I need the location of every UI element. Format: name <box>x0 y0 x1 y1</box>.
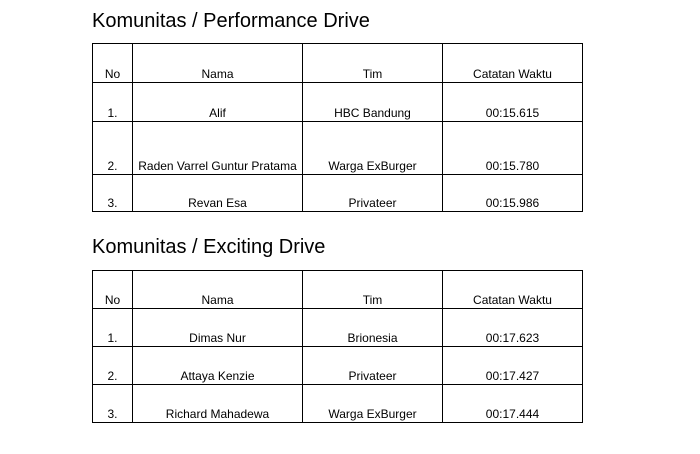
cell-tim: Warga ExBurger <box>303 385 443 423</box>
cell-waktu: 00:15.780 <box>443 122 583 175</box>
table-header-row <box>93 44 583 83</box>
header-tim: Tim <box>303 271 443 309</box>
cell-nama: Alif <box>133 83 303 122</box>
cell-no: 2. <box>93 347 133 385</box>
cell-waktu: 00:15.986 <box>443 175 583 212</box>
header-nama: Nama <box>133 44 303 83</box>
cell-no: 3. <box>93 175 133 212</box>
table-row <box>93 122 583 175</box>
header-no: No <box>93 271 133 309</box>
cell-no: 1. <box>93 83 133 122</box>
cell-waktu: 00:17.427 <box>443 347 583 385</box>
cell-tim: Warga ExBurger <box>303 122 443 175</box>
header-catatan-waktu: Catatan Waktu <box>443 271 583 309</box>
table-row <box>93 175 583 212</box>
cell-waktu: 00:17.623 <box>443 309 583 347</box>
table-row <box>93 385 583 423</box>
results-table-performance-drive <box>92 43 583 212</box>
cell-tim: Privateer <box>303 347 443 385</box>
cell-no: 3. <box>93 385 133 423</box>
cell-nama: Raden Varrel Guntur Pratama <box>133 122 303 175</box>
cell-tim: Brionesia <box>303 309 443 347</box>
table-header-row <box>93 271 583 309</box>
cell-waktu: 00:15.615 <box>443 83 583 122</box>
section-title-exciting-drive: Komunitas / Exciting Drive <box>92 236 326 258</box>
header-tim: Tim <box>303 44 443 83</box>
table-row <box>93 309 583 347</box>
table-row <box>93 347 583 385</box>
cell-no: 1. <box>93 309 133 347</box>
cell-tim: HBC Bandung <box>303 83 443 122</box>
cell-tim: Privateer <box>303 175 443 212</box>
cell-nama: Richard Mahadewa <box>133 385 303 423</box>
cell-nama: Revan Esa <box>133 175 303 212</box>
header-nama: Nama <box>133 271 303 309</box>
cell-waktu: 00:17.444 <box>443 385 583 423</box>
section-title-performance-drive: Komunitas / Performance Drive <box>92 10 370 32</box>
cell-nama: Dimas Nur <box>133 309 303 347</box>
results-table-exciting-drive <box>92 270 583 423</box>
header-no: No <box>93 44 133 83</box>
cell-nama: Attaya Kenzie <box>133 347 303 385</box>
header-catatan-waktu: Catatan Waktu <box>443 44 583 83</box>
cell-no: 2. <box>93 122 133 175</box>
table-row <box>93 83 583 122</box>
